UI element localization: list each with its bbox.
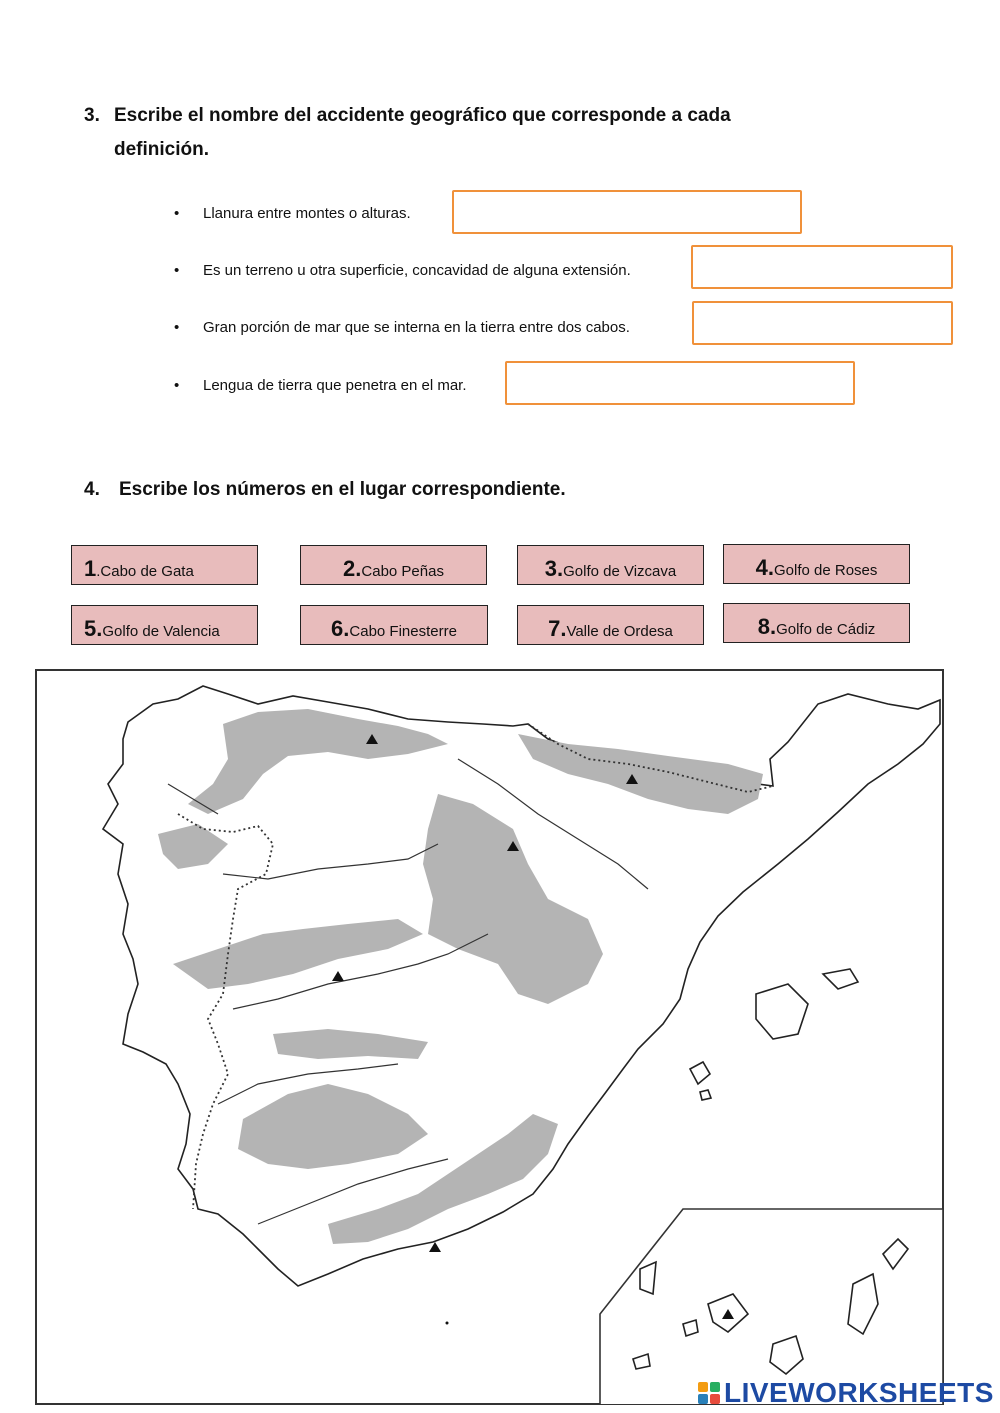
label-card-2[interactable] [300, 545, 487, 585]
bullet-icon: • [174, 377, 180, 394]
bullet-icon: • [174, 262, 180, 279]
label-number: 8. [757, 614, 777, 639]
definition-4-text: Lengua de tierra que penetra en el mar. [203, 377, 467, 394]
label-card-8[interactable] [723, 603, 910, 643]
label-text: Golfo de Roses [773, 562, 878, 579]
label-card-7[interactable] [517, 605, 704, 645]
label-text: Golfo de Cádiz [776, 621, 876, 638]
question-3-text: Escribe el nombre del accidente geográfico que corresponde a cada definición. [114, 105, 731, 160]
label-text: Cabo Finesterre [349, 623, 457, 640]
label-number: 3. [544, 556, 564, 581]
label-card-4[interactable] [723, 544, 910, 584]
liveworksheets-logo-icon [698, 1382, 720, 1404]
definition-2-text: Es un terreno u otra superficie, concavidad de alguna extensión. [203, 262, 631, 279]
label-number: 2. [343, 556, 362, 581]
label-card-5[interactable] [71, 605, 258, 645]
answer-input-3[interactable] [692, 301, 953, 345]
label-card-3[interactable] [517, 545, 704, 585]
bullet-icon: • [174, 205, 180, 222]
label-card-6[interactable] [300, 605, 488, 645]
definition-1-text: Llanura entre montes o alturas. [203, 205, 411, 222]
definition-3-text: Gran porción de mar que se interna en la tierra entre dos cabos. [203, 319, 630, 336]
label-number: 4. [755, 555, 774, 580]
answer-input-2[interactable] [691, 245, 953, 289]
label-text: Golfo de Valencia [102, 623, 220, 640]
question-4-number: 4. [84, 479, 100, 500]
label-text: Golfo de Vizcava [563, 563, 677, 580]
question-4-title [84, 473, 784, 507]
label-card-1[interactable] [71, 545, 258, 585]
label-number: 1 [84, 556, 97, 581]
label-text: Cabo Peñas [361, 563, 444, 580]
question-3-number: 3. [84, 105, 100, 126]
label-number: 5. [84, 616, 103, 641]
label-number: 7. [548, 616, 567, 641]
question-4-text: Escribe los números en el lugar correspondiente. [119, 479, 566, 500]
brand-name: LIVEWORKSHEETS [724, 1377, 994, 1408]
answer-input-4[interactable] [505, 361, 855, 405]
bullet-icon: • [174, 319, 180, 336]
label-text: Valle de Ordesa [566, 623, 673, 640]
answer-input-1[interactable] [452, 190, 802, 234]
dot-marker [446, 1322, 449, 1325]
formentera-island [700, 1090, 711, 1100]
label-text: .Cabo de Gata [96, 563, 194, 580]
liveworksheets-brand [698, 1376, 994, 1410]
question-3-title [84, 99, 804, 167]
iberian-peninsula-map [28, 664, 953, 1408]
label-number: 6. [331, 616, 350, 641]
